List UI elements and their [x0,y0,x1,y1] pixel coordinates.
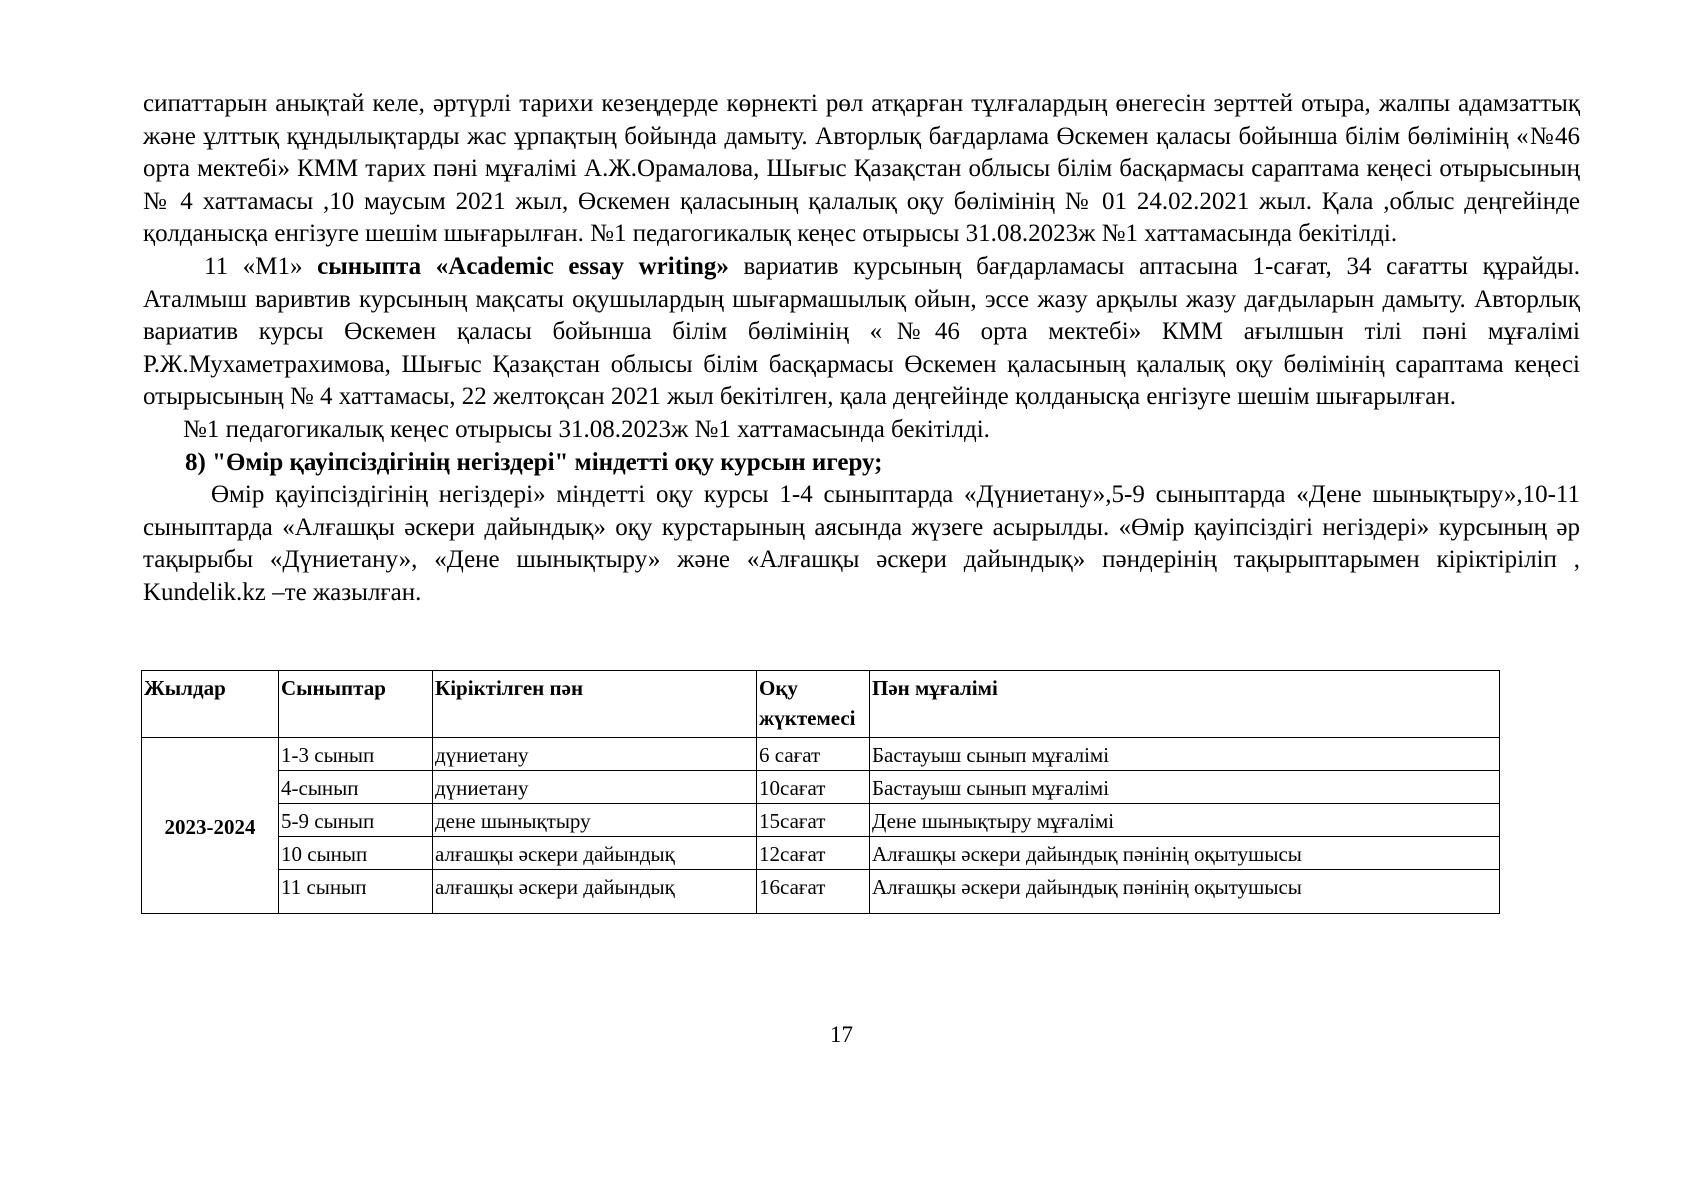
table-row [142,837,1500,870]
cell-teacher: Алғашқы әскери дайындық пәнінің оқытушысы [870,837,1500,870]
cell-classes: 10 сынып [279,837,433,870]
cell-classes: 1-3 сынып [279,738,433,771]
essay-course-class: 11 «М1» [204,252,318,280]
cell-subject: дүниетану [433,738,757,771]
page-number: 17 [830,1022,853,1047]
header-teacher: Пән мұғалімі [870,671,1500,738]
cell-teacher: Бастауыш сынып мұғалімі [870,738,1500,771]
header-load-line2: жүктемесі [759,706,856,730]
header-load [757,671,870,738]
paragraph-essay-course [143,251,1580,414]
cell-load: 16сағат [757,870,870,914]
table-header-row [142,671,1500,738]
cell-subject: алғашқы әскери дайындық [433,870,757,914]
header-years: Жылдар [142,671,279,738]
header-load-line1: Оқу [759,676,798,700]
table-row [142,804,1500,837]
cell-load: 15сағат [757,804,870,837]
essay-course-title: сыныпта «Academic essay writing» [317,252,729,280]
document-body [143,88,1580,610]
cell-classes: 5-9 сынып [279,804,433,837]
header-subject: Кіріктілген пән [433,671,757,738]
cell-subject: алғашқы әскери дайындық [433,837,757,870]
paragraph-safety-course: Өмір қауіпсіздігінің негіздері» міндетті оқу курсы 1-4 сыныптарда «Дүниетану»,5-9 сыныптарда «Дене шынықтыру»,10-11 сыныптарда «Алғашқы әскери дайындық» оқу курстарының аясында жүзеге асырылды. «Өмір қауіпсіздігі негіздері» курсының әр тақырыбы «Дүниетану», «Дене шынықтыру» және «Алғашқы әскери дайындық» пәндерінің тақырыптарымен кіріктіріліп , Kundelik.kz –те жазылған. [143,481,1580,606]
section-heading: 8) "Өмір қауіпсіздігінің негіздері" міндетті оқу курсын игеру; [185,448,883,476]
cell-teacher: Алғашқы әскери дайындық пәнінің оқытушысы [870,870,1500,914]
cell-classes: 11 сынып [279,870,433,914]
header-classes: Сыныптар [279,671,433,738]
year-cell: 2023-2024 [142,738,279,914]
table-row [142,738,1500,771]
cell-subject: дүниетану [433,771,757,804]
cell-teacher: Дене шынықтыру мұғалімі [870,804,1500,837]
paragraph-approval: №1 педагогикалық кеңес отырысы 31.08.2023ж №1 хаттамасында бекітілді. [183,415,990,443]
cell-classes: 4-сынып [279,771,433,804]
course-table [141,670,1500,914]
cell-load: 6 сағат [757,738,870,771]
cell-load: 12сағат [757,837,870,870]
essay-course-description: вариатив курсының бағдарламасы аптасына 1-сағат, 34 сағатты құрайды. Аталмыш варивтив курсының мақсаты оқушылардың шығармашылық ойын, эссе жазу арқылы жазу дағдыларын дамыту. Авторлық вариатив курсы Өскемен қаласы бойынша білім бөлімінің «№46 орта мектебі» КММ ағылшын тілі пәні мұғалімі Р.Ж.Мухаметрахимова, Шығыс Қазақстан облысы білім басқармасы Өскемен қаласының қалалық оқу бөлімінің сараптама кеңесі отырысының № 4 хаттамасы, 22 желтоқсан 2021 жыл бекітілген, қала деңгейінде қолданысқа енгізуге шешім шығарылған. [143,252,1580,411]
table-row [142,870,1500,914]
cell-load: 10сағат [757,771,870,804]
cell-subject: дене шынықтыру [433,804,757,837]
paragraph-history-program: сипаттарын анықтай келе, әртүрлі тарихи кезеңдерде көрнекті рөл атқарған тұлғалардың өнегесін зерттей отыра, жалпы адамзаттық және ұлттық құндылықтарды жас ұрпақтың бойында дамыту. Авторлық бағдарлама Өскемен қаласы бойынша білім бөлімінің «№46 орта мектебі» КММ тарих пәні мұғалімі А.Ж.Орамалова, Шығыс Қазақстан облысы білім басқармасы сараптама кеңесі отырысының № 4 хаттамасы ,10 маусым 2021 жыл, Өскемен қаласының қалалық оқу бөлімінің № 01 24.02.2021 жыл. Қала ,облыс деңгейінде қолданысқа енгізуге шешім шығарылған. №1 педагогикалық кеңес отырысы 31.08.2023ж №1 хаттамасында бекітілді. [143,90,1580,248]
cell-teacher: Бастауыш сынып мұғалімі [870,771,1500,804]
table-row [142,771,1500,804]
